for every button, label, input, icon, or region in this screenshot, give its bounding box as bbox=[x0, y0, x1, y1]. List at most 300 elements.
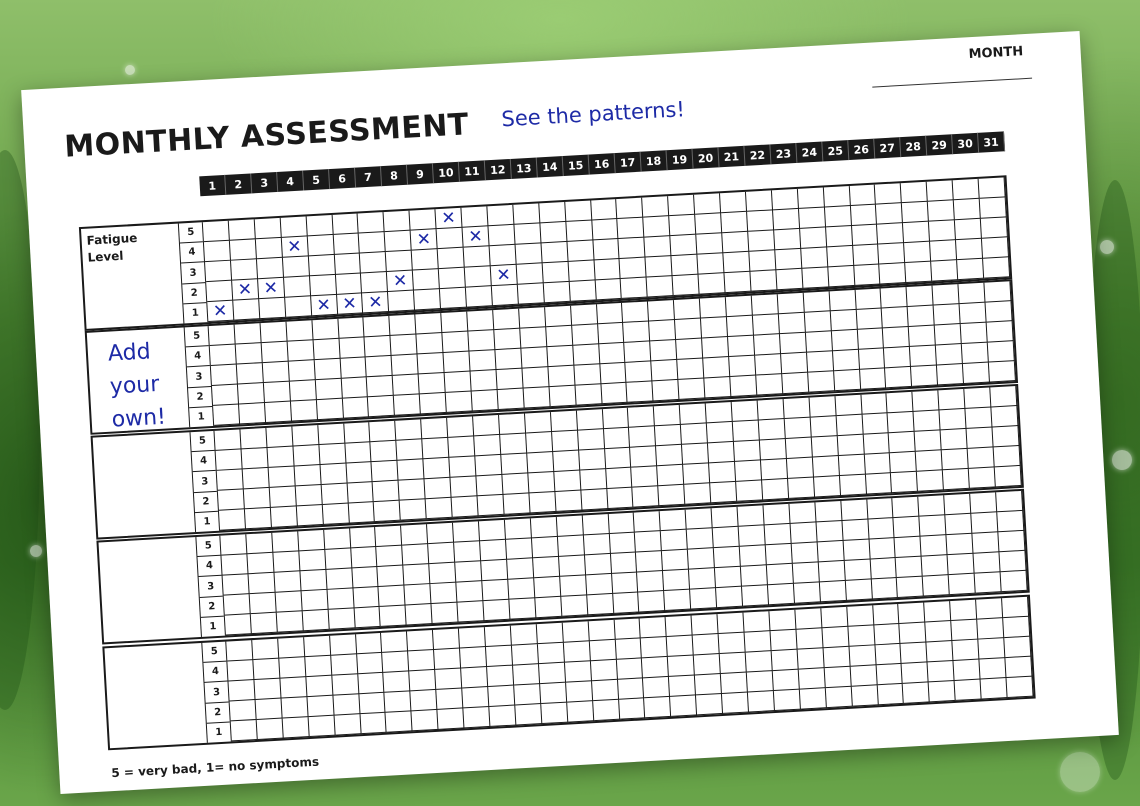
grid-cell[interactable] bbox=[358, 673, 385, 694]
grid-cell[interactable] bbox=[582, 514, 609, 535]
grid-cell[interactable] bbox=[602, 408, 629, 429]
grid-cell[interactable] bbox=[701, 317, 728, 338]
grid-cell[interactable] bbox=[425, 478, 452, 499]
grid-cell-marked[interactable] bbox=[387, 271, 414, 292]
grid-cell[interactable] bbox=[265, 402, 292, 423]
grid-cell-marked[interactable] bbox=[311, 295, 338, 316]
grid-cell[interactable] bbox=[785, 418, 812, 439]
grid-cell[interactable] bbox=[475, 455, 502, 476]
grid-cell[interactable] bbox=[225, 614, 252, 635]
grid-cell[interactable] bbox=[445, 371, 472, 392]
grid-cell[interactable] bbox=[483, 600, 510, 621]
grid-cell[interactable] bbox=[274, 571, 301, 592]
grid-cell[interactable] bbox=[340, 357, 367, 378]
grid-cell[interactable] bbox=[970, 492, 997, 513]
grid-cell[interactable] bbox=[888, 412, 915, 433]
grid-cell[interactable] bbox=[774, 690, 801, 711]
grid-cell[interactable] bbox=[800, 688, 827, 709]
grid-cell[interactable] bbox=[792, 542, 819, 563]
grid-cell[interactable] bbox=[304, 636, 331, 657]
grid-cell[interactable] bbox=[487, 666, 514, 687]
grid-cell[interactable] bbox=[283, 256, 310, 277]
grid-cell[interactable] bbox=[427, 523, 454, 544]
grid-cell[interactable] bbox=[551, 411, 578, 432]
grid-cell[interactable] bbox=[213, 404, 240, 425]
grid-cell[interactable] bbox=[494, 329, 521, 350]
grid-cell[interactable] bbox=[1001, 571, 1028, 592]
grid-cell[interactable] bbox=[745, 631, 772, 652]
grid-cell[interactable] bbox=[756, 374, 783, 395]
grid-cell[interactable] bbox=[220, 534, 247, 555]
grid-cell[interactable] bbox=[694, 654, 721, 675]
grid-cell[interactable] bbox=[687, 528, 714, 549]
grid-cell[interactable] bbox=[911, 365, 938, 386]
grid-cell[interactable] bbox=[290, 380, 317, 401]
grid-cell[interactable] bbox=[385, 691, 412, 712]
grid-cell[interactable] bbox=[850, 665, 877, 686]
grid-cell[interactable] bbox=[981, 217, 1008, 238]
grid-cell[interactable] bbox=[560, 575, 587, 596]
grid-cell[interactable] bbox=[902, 662, 929, 683]
grid-cell[interactable] bbox=[454, 541, 481, 562]
grid-cell[interactable] bbox=[404, 564, 431, 585]
grid-cell[interactable] bbox=[400, 499, 427, 520]
grid-cell[interactable] bbox=[802, 267, 829, 288]
grid-cell[interactable] bbox=[686, 508, 713, 529]
grid-cell[interactable] bbox=[312, 319, 339, 340]
grid-cell[interactable] bbox=[876, 203, 903, 224]
grid-cell[interactable] bbox=[474, 435, 501, 456]
grid-cell[interactable] bbox=[790, 522, 817, 543]
grid-cell[interactable] bbox=[525, 412, 552, 433]
grid-cell[interactable] bbox=[726, 296, 753, 317]
grid-cell[interactable] bbox=[589, 640, 616, 661]
grid-cell[interactable] bbox=[467, 310, 494, 331]
grid-cell[interactable] bbox=[744, 611, 771, 632]
grid-cell[interactable] bbox=[904, 242, 931, 263]
grid-cell[interactable] bbox=[375, 526, 402, 547]
grid-cell[interactable] bbox=[307, 696, 334, 717]
grid-cell[interactable] bbox=[284, 276, 311, 297]
grid-cell[interactable] bbox=[568, 260, 595, 281]
grid-cell[interactable] bbox=[948, 554, 975, 575]
grid-cell[interactable] bbox=[456, 581, 483, 602]
grid-cell[interactable] bbox=[359, 693, 386, 714]
grid-cell[interactable] bbox=[547, 346, 574, 367]
grid-cell[interactable] bbox=[812, 436, 839, 457]
grid-cell[interactable] bbox=[581, 489, 608, 510]
grid-cell[interactable] bbox=[410, 209, 437, 230]
grid-cell[interactable] bbox=[538, 643, 565, 664]
grid-cell[interactable] bbox=[356, 633, 383, 654]
grid-cell[interactable] bbox=[641, 637, 668, 658]
grid-cell[interactable] bbox=[561, 595, 588, 616]
grid-cell[interactable] bbox=[618, 678, 645, 699]
grid-cell[interactable] bbox=[564, 641, 591, 662]
grid-cell[interactable] bbox=[821, 607, 848, 628]
grid-cell[interactable] bbox=[960, 303, 987, 324]
grid-cell[interactable] bbox=[873, 604, 900, 625]
grid-cell[interactable] bbox=[321, 484, 348, 505]
grid-cell[interactable] bbox=[295, 485, 322, 506]
grid-cell[interactable] bbox=[890, 452, 917, 473]
grid-cell[interactable] bbox=[942, 449, 969, 470]
grid-cell[interactable] bbox=[478, 495, 505, 516]
grid-cell[interactable] bbox=[895, 537, 922, 558]
grid-cell[interactable] bbox=[239, 403, 266, 424]
grid-cell[interactable] bbox=[263, 362, 290, 383]
grid-cell[interactable] bbox=[674, 299, 701, 320]
grid-cell[interactable] bbox=[282, 717, 309, 738]
grid-cell[interactable] bbox=[534, 577, 561, 598]
grid-cell[interactable] bbox=[266, 427, 293, 448]
grid-cell[interactable] bbox=[1007, 677, 1034, 698]
grid-cell[interactable] bbox=[980, 658, 1007, 679]
grid-cell[interactable] bbox=[880, 263, 907, 284]
grid-cell[interactable] bbox=[338, 317, 365, 338]
grid-cell[interactable] bbox=[953, 179, 980, 200]
grid-cell[interactable] bbox=[933, 284, 960, 305]
grid-cell[interactable] bbox=[989, 361, 1016, 382]
grid-cell[interactable] bbox=[782, 373, 809, 394]
grid-cell[interactable] bbox=[347, 482, 374, 503]
grid-cell[interactable] bbox=[934, 304, 961, 325]
grid-cell[interactable] bbox=[778, 293, 805, 314]
grid-cell[interactable] bbox=[871, 578, 898, 599]
grid-cell[interactable] bbox=[571, 304, 598, 325]
grid-cell[interactable] bbox=[264, 382, 291, 403]
grid-cell[interactable] bbox=[861, 393, 888, 414]
grid-cell[interactable] bbox=[708, 442, 735, 463]
grid-cell[interactable] bbox=[750, 270, 777, 291]
grid-cell[interactable] bbox=[502, 473, 529, 494]
grid-cell[interactable] bbox=[803, 291, 830, 312]
grid-cell-marked[interactable] bbox=[282, 236, 309, 257]
grid-cell[interactable] bbox=[936, 344, 963, 365]
grid-cell[interactable] bbox=[855, 288, 882, 309]
grid-cell[interactable] bbox=[868, 518, 895, 539]
grid-cell[interactable] bbox=[894, 517, 921, 538]
grid-cell[interactable] bbox=[827, 246, 854, 267]
grid-cell[interactable] bbox=[648, 300, 675, 321]
grid-cell[interactable] bbox=[512, 644, 539, 665]
grid-cell[interactable] bbox=[429, 563, 456, 584]
grid-cell[interactable] bbox=[840, 475, 867, 496]
grid-cell[interactable] bbox=[385, 231, 412, 252]
grid-cell[interactable] bbox=[359, 232, 386, 253]
grid-cell[interactable] bbox=[440, 288, 467, 309]
grid-cell[interactable] bbox=[954, 660, 981, 681]
grid-cell[interactable] bbox=[461, 206, 488, 227]
grid-cell[interactable] bbox=[869, 538, 896, 559]
grid-cell[interactable] bbox=[955, 219, 982, 240]
grid-cell[interactable] bbox=[334, 253, 361, 274]
grid-cell[interactable] bbox=[420, 393, 447, 414]
grid-cell[interactable] bbox=[412, 710, 439, 731]
grid-cell[interactable] bbox=[257, 719, 284, 740]
grid-cell[interactable] bbox=[702, 337, 729, 358]
grid-cell[interactable] bbox=[535, 597, 562, 618]
grid-cell[interactable] bbox=[298, 530, 325, 551]
grid-cell[interactable] bbox=[408, 650, 435, 671]
grid-cell[interactable] bbox=[587, 594, 614, 615]
grid-cell[interactable] bbox=[975, 572, 1002, 593]
grid-cell[interactable] bbox=[388, 291, 415, 312]
grid-cell[interactable] bbox=[815, 501, 842, 522]
grid-cell[interactable] bbox=[669, 215, 696, 236]
grid-cell[interactable] bbox=[368, 396, 395, 417]
grid-cell[interactable] bbox=[326, 568, 353, 589]
grid-cell[interactable] bbox=[848, 625, 875, 646]
grid-cell[interactable] bbox=[997, 511, 1024, 532]
grid-cell[interactable] bbox=[617, 198, 644, 219]
grid-cell[interactable] bbox=[307, 235, 334, 256]
grid-cell[interactable] bbox=[906, 262, 933, 283]
grid-cell[interactable] bbox=[908, 306, 935, 327]
grid-cell[interactable] bbox=[639, 591, 666, 612]
grid-cell[interactable] bbox=[216, 449, 243, 470]
grid-cell[interactable] bbox=[553, 451, 580, 472]
grid-cell[interactable] bbox=[766, 544, 793, 565]
grid-cell[interactable] bbox=[396, 419, 423, 440]
grid-cell[interactable] bbox=[805, 311, 832, 332]
grid-cell[interactable] bbox=[795, 608, 822, 629]
grid-cell[interactable] bbox=[325, 548, 352, 569]
grid-cell[interactable] bbox=[244, 488, 271, 509]
grid-cell[interactable] bbox=[875, 644, 902, 665]
grid-cell[interactable] bbox=[953, 640, 980, 661]
grid-cell[interactable] bbox=[721, 212, 748, 233]
grid-cell[interactable] bbox=[442, 332, 469, 353]
grid-cell[interactable] bbox=[735, 460, 762, 481]
grid-cell[interactable] bbox=[773, 209, 800, 230]
grid-cell[interactable] bbox=[252, 639, 279, 660]
grid-cell[interactable] bbox=[966, 407, 993, 428]
grid-cell[interactable] bbox=[447, 416, 474, 437]
grid-cell[interactable] bbox=[327, 588, 354, 609]
grid-cell[interactable] bbox=[969, 467, 996, 488]
grid-cell[interactable] bbox=[709, 462, 736, 483]
grid-cell[interactable] bbox=[324, 528, 351, 549]
grid-cell[interactable] bbox=[775, 249, 802, 270]
grid-cell[interactable] bbox=[793, 562, 820, 583]
grid-cell[interactable] bbox=[875, 183, 902, 204]
grid-cell[interactable] bbox=[565, 661, 592, 682]
grid-cell[interactable] bbox=[920, 515, 947, 536]
grid-cell[interactable] bbox=[238, 383, 265, 404]
grid-cell[interactable] bbox=[221, 554, 248, 575]
grid-cell[interactable] bbox=[399, 479, 426, 500]
grid-cell[interactable] bbox=[931, 260, 958, 281]
grid-cell[interactable] bbox=[752, 294, 779, 315]
grid-cell[interactable] bbox=[357, 653, 384, 674]
grid-cell[interactable] bbox=[537, 623, 564, 644]
grid-cell[interactable] bbox=[749, 250, 776, 271]
grid-cell[interactable] bbox=[676, 339, 703, 360]
grid-cell[interactable] bbox=[659, 485, 686, 506]
grid-cell[interactable] bbox=[991, 406, 1018, 427]
grid-cell[interactable] bbox=[616, 658, 643, 679]
grid-cell[interactable] bbox=[670, 695, 697, 716]
grid-cell[interactable] bbox=[1002, 597, 1029, 618]
grid-cell[interactable] bbox=[774, 229, 801, 250]
grid-cell[interactable] bbox=[498, 389, 525, 410]
grid-cell[interactable] bbox=[828, 266, 855, 287]
grid-cell[interactable] bbox=[849, 185, 876, 206]
grid-cell[interactable] bbox=[373, 481, 400, 502]
grid-cell[interactable] bbox=[645, 697, 672, 718]
grid-cell[interactable] bbox=[291, 400, 318, 421]
grid-cell[interactable] bbox=[928, 661, 955, 682]
grid-cell[interactable] bbox=[809, 396, 836, 417]
grid-cell[interactable] bbox=[226, 640, 253, 661]
grid-cell[interactable] bbox=[267, 447, 294, 468]
grid-cell[interactable] bbox=[251, 613, 278, 634]
grid-cell[interactable] bbox=[696, 233, 723, 254]
grid-cell[interactable] bbox=[673, 275, 700, 296]
grid-cell[interactable] bbox=[275, 591, 302, 612]
grid-cell[interactable] bbox=[980, 197, 1007, 218]
grid-cell[interactable] bbox=[789, 502, 816, 523]
grid-cell[interactable] bbox=[435, 668, 462, 689]
grid-cell[interactable] bbox=[781, 353, 808, 374]
grid-cell[interactable] bbox=[939, 389, 966, 410]
grid-cell[interactable] bbox=[941, 429, 968, 450]
grid-cell[interactable] bbox=[490, 245, 517, 266]
grid-cell[interactable] bbox=[580, 469, 607, 490]
grid-cell[interactable] bbox=[432, 603, 459, 624]
grid-cell[interactable] bbox=[243, 468, 270, 489]
grid-cell[interactable] bbox=[438, 248, 465, 269]
grid-cell[interactable] bbox=[719, 633, 746, 654]
grid-cell[interactable] bbox=[248, 573, 275, 594]
grid-cell[interactable] bbox=[832, 330, 859, 351]
grid-cell[interactable] bbox=[464, 246, 491, 267]
grid-cell[interactable] bbox=[915, 430, 942, 451]
grid-cell[interactable] bbox=[651, 340, 678, 361]
grid-cell[interactable] bbox=[417, 333, 444, 354]
grid-cell[interactable] bbox=[592, 680, 619, 701]
grid-cell[interactable] bbox=[907, 286, 934, 307]
grid-cell[interactable] bbox=[601, 383, 628, 404]
grid-cell[interactable] bbox=[622, 301, 649, 322]
grid-cell[interactable] bbox=[218, 489, 245, 510]
grid-cell[interactable] bbox=[860, 368, 887, 389]
grid-cell[interactable] bbox=[839, 455, 866, 476]
grid-cell[interactable] bbox=[864, 453, 891, 474]
grid-cell[interactable] bbox=[879, 243, 906, 264]
grid-cell[interactable] bbox=[798, 187, 825, 208]
grid-cell[interactable] bbox=[720, 653, 747, 674]
grid-cell[interactable] bbox=[268, 466, 295, 487]
grid-cell[interactable] bbox=[254, 679, 281, 700]
grid-cell[interactable] bbox=[386, 711, 413, 732]
grid-cell[interactable] bbox=[203, 221, 230, 242]
grid-cell[interactable] bbox=[335, 273, 362, 294]
grid-cell[interactable] bbox=[925, 601, 952, 622]
grid-cell[interactable] bbox=[683, 463, 710, 484]
grid-cell[interactable] bbox=[982, 237, 1009, 258]
grid-cell[interactable] bbox=[977, 618, 1004, 639]
grid-cell[interactable] bbox=[808, 371, 835, 392]
grid-cell[interactable] bbox=[360, 713, 387, 734]
grid-cell[interactable] bbox=[480, 540, 507, 561]
grid-cell[interactable] bbox=[961, 323, 988, 344]
grid-cell[interactable] bbox=[903, 682, 930, 703]
grid-cell[interactable] bbox=[240, 428, 267, 449]
grid-cell[interactable] bbox=[700, 297, 727, 318]
grid-cell[interactable] bbox=[973, 532, 1000, 553]
grid-cell[interactable] bbox=[877, 684, 904, 705]
grid-cell[interactable] bbox=[786, 438, 813, 459]
grid-cell[interactable] bbox=[360, 252, 387, 273]
grid-cell[interactable] bbox=[521, 347, 548, 368]
grid-cell[interactable] bbox=[407, 630, 434, 651]
grid-cell[interactable] bbox=[995, 466, 1022, 487]
grid-cell[interactable] bbox=[531, 517, 558, 538]
grid-cell[interactable] bbox=[996, 491, 1023, 512]
grid-cell[interactable] bbox=[209, 325, 236, 346]
grid-cell[interactable] bbox=[528, 472, 555, 493]
grid-cell[interactable] bbox=[715, 567, 742, 588]
grid-cell-marked[interactable] bbox=[463, 226, 490, 247]
grid-cell[interactable] bbox=[901, 182, 928, 203]
grid-cell[interactable] bbox=[770, 630, 797, 651]
grid-cell[interactable] bbox=[416, 313, 443, 334]
grid-cell[interactable] bbox=[946, 514, 973, 535]
grid-cell[interactable] bbox=[379, 585, 406, 606]
grid-cell[interactable] bbox=[843, 539, 870, 560]
grid-cell[interactable] bbox=[495, 349, 522, 370]
grid-cell[interactable] bbox=[612, 572, 639, 593]
grid-cell[interactable] bbox=[822, 627, 849, 648]
grid-cell[interactable] bbox=[585, 554, 612, 575]
grid-cell[interactable] bbox=[971, 512, 998, 533]
grid-cell[interactable] bbox=[807, 351, 834, 372]
grid-cell[interactable] bbox=[856, 308, 883, 329]
grid-cell[interactable] bbox=[853, 245, 880, 266]
grid-cell[interactable] bbox=[695, 674, 722, 695]
grid-cell[interactable] bbox=[921, 535, 948, 556]
grid-cell[interactable] bbox=[981, 678, 1008, 699]
grid-cell[interactable] bbox=[460, 647, 487, 668]
grid-cell[interactable] bbox=[280, 216, 307, 237]
grid-cell[interactable] bbox=[806, 331, 833, 352]
grid-cell[interactable] bbox=[968, 447, 995, 468]
grid-cell[interactable] bbox=[599, 343, 626, 364]
grid-cell[interactable] bbox=[546, 326, 573, 347]
grid-cell[interactable] bbox=[591, 199, 618, 220]
grid-cell[interactable] bbox=[800, 227, 827, 248]
grid-cell[interactable] bbox=[740, 545, 767, 566]
grid-cell[interactable] bbox=[542, 262, 569, 283]
grid-cell[interactable] bbox=[384, 211, 411, 232]
grid-cell[interactable] bbox=[543, 282, 570, 303]
grid-cell[interactable] bbox=[689, 568, 716, 589]
grid-cell[interactable] bbox=[620, 258, 647, 279]
grid-cell[interactable] bbox=[692, 614, 719, 635]
grid-cell[interactable] bbox=[851, 685, 878, 706]
grid-cell[interactable] bbox=[205, 261, 232, 282]
grid-cell[interactable] bbox=[910, 345, 937, 366]
grid-cell[interactable] bbox=[255, 699, 282, 720]
grid-cell[interactable] bbox=[615, 638, 642, 659]
grid-cell[interactable] bbox=[277, 611, 304, 632]
grid-cell[interactable] bbox=[539, 663, 566, 684]
grid-cell[interactable] bbox=[227, 660, 254, 681]
grid-cell[interactable] bbox=[256, 238, 283, 259]
grid-cell[interactable] bbox=[434, 649, 461, 670]
